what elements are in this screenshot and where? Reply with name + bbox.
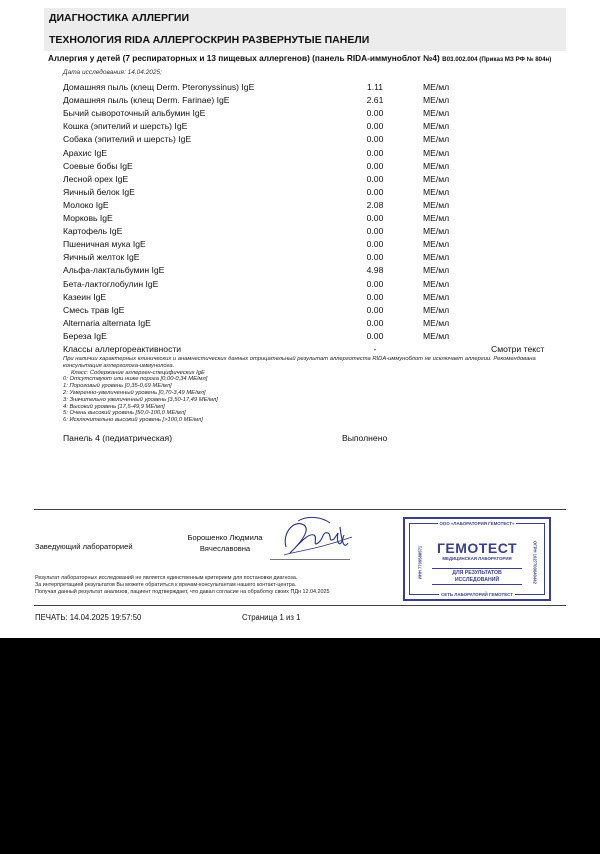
handwritten-signature	[278, 513, 358, 563]
result-unit: МЕ/мл	[423, 239, 450, 250]
classes-label: Классы аллергореактивности	[63, 344, 182, 354]
report-title: ДИАГНОСТИКА АЛЛЕРГИИ	[44, 8, 566, 29]
result-value: 0.00	[366, 186, 384, 197]
result-unit: МЕ/мл	[423, 173, 450, 184]
allergen-name: Лесной орех IgE	[63, 173, 129, 184]
class-list	[63, 376, 568, 424]
result-row	[63, 199, 563, 212]
result-value: 0.00	[366, 278, 384, 289]
class-item: 1: Пороговый уровень [0,35-0,69 МЕ/мл]	[63, 383, 172, 390]
allergen-name: Бета-лактоглобулин IgE	[63, 278, 159, 289]
result-value: 1.11	[366, 82, 384, 92]
allergen-name: Alternaria alternata IgE	[63, 317, 151, 328]
result-value: 0.00	[366, 147, 384, 158]
allergen-name: Казеин IgE	[63, 291, 107, 302]
result-value: 0.00	[366, 134, 384, 145]
allergen-name: Домашняя пыль (клещ Derm. Farinae) IgE	[63, 95, 230, 106]
allergen-name: Домашняя пыль (клещ Derm. Pteronyssinus) IgE	[63, 82, 255, 92]
test-date: Дата исследования: 14.04.2025;	[63, 69, 162, 76]
result-value: 0.00	[366, 239, 384, 250]
result-unit: МЕ/мл	[423, 278, 450, 289]
result-unit: МЕ/мл	[423, 252, 450, 263]
disclaimer	[35, 575, 395, 596]
note-main: При наличии характерных клинических и анамнестических данных отрицательный результат аллерготеста RIDA-иммуноблот не исключает аллергии. Рекомендована консультация аллерголога-иммунолога.	[63, 356, 536, 369]
interpretation-notes	[63, 356, 568, 424]
result-row	[63, 304, 563, 317]
result-row	[63, 225, 563, 238]
panel-status-value: Выполнено	[342, 433, 388, 443]
class-item: 0: Отсутствуют или ниже порога [0,00-0,34 МЕ/мл]	[63, 376, 208, 383]
result-unit: МЕ/мл	[423, 265, 450, 276]
allergen-name: Арахис IgE	[63, 147, 107, 158]
result-unit: МЕ/мл	[423, 226, 450, 237]
signatory-name-line1: Борошенко Людмила	[187, 533, 263, 542]
classes-value: -	[373, 344, 377, 354]
allergen-name: Кошка (эпителий и шерсть) IgE	[63, 121, 188, 132]
panel-status-row	[63, 433, 563, 445]
result-value: 0.00	[366, 226, 384, 237]
allergen-name: Яичный белок IgE	[63, 186, 135, 197]
class-item: 5: Очень высокий уровень [50,0-100,0 МЕ/мл]	[63, 410, 186, 417]
panel-code: В03.002.004 (Приказ МЗ РФ № 804н)	[442, 56, 552, 63]
stamp-inn: ИНН 7709588571	[417, 545, 423, 580]
note-class-header: Класс: Содержание аллерген-специфических IgE	[71, 369, 205, 376]
result-row	[63, 278, 563, 291]
result-unit: МЕ/мл	[423, 82, 450, 92]
allergen-name: Пшеничная мука IgE	[63, 239, 146, 250]
result-value: 4.98	[366, 265, 384, 276]
lab-stamp	[403, 517, 551, 601]
result-row	[63, 94, 563, 107]
result-row	[63, 133, 563, 146]
result-value: 0.00	[366, 121, 384, 132]
disclaimer-line: Получая данный результат анализов, пациент подтверждает, что давал согласие на обработку своих ПДн 12.04.2025	[35, 589, 330, 595]
result-row	[63, 81, 563, 94]
allergen-name: Собака (эпителий и шерсть) IgE	[63, 134, 192, 145]
result-value: 0.00	[366, 317, 384, 328]
result-row	[63, 173, 563, 186]
result-row	[63, 186, 563, 199]
result-row	[63, 264, 563, 277]
result-row	[63, 291, 563, 304]
result-value: 0.00	[366, 291, 384, 302]
result-row	[63, 160, 563, 173]
signature-line	[270, 559, 350, 560]
allergen-name: Картофель IgE	[63, 226, 123, 237]
result-unit: МЕ/мл	[423, 147, 450, 158]
allergen-name: Молоко IgE	[63, 199, 109, 210]
result-unit: МЕ/мл	[423, 134, 450, 145]
allergen-name: Бычий сывороточный альбумин IgE	[63, 108, 206, 119]
result-unit: МЕ/мл	[423, 121, 450, 132]
result-value: 2.08	[366, 199, 384, 210]
result-row	[63, 120, 563, 133]
stamp-result-line2: ИССЛЕДОВАНИЙ	[454, 576, 500, 583]
result-unit: МЕ/мл	[423, 317, 450, 328]
result-unit: МЕ/мл	[423, 213, 450, 223]
class-item: 6: Исключительно высокий уровень [>100,0 МЕ/мл]	[63, 417, 203, 424]
stamp-ogrn: ОГРН 1027700040442	[532, 541, 538, 584]
divider-top	[34, 509, 566, 510]
signatory-role: Заведующий лабораторией	[35, 542, 133, 551]
disclaimer-line: За интерпретацией результатов Вы можете обратиться к врачам-консультантам нашего контакт-центра.	[35, 582, 297, 588]
stamp-sub: МЕДИЦИНСКАЯ ЛАБОРАТОРИЯ	[442, 556, 512, 561]
result-row	[63, 107, 563, 120]
result-value: 0.00	[366, 330, 384, 341]
result-row	[63, 147, 563, 160]
signatory-name-line2: Вячеславовна	[199, 544, 251, 553]
stamp-brand: ГЕМОТЕСТ	[436, 540, 518, 556]
allergen-name: Яичный желток IgE	[63, 252, 140, 263]
result-row	[63, 317, 563, 330]
stamp-result-line1: ДЛЯ РЕЗУЛЬТАТОВ	[452, 570, 502, 576]
result-unit: МЕ/мл	[423, 186, 450, 197]
allergen-name: Альфа-лактальбумин IgE	[63, 265, 165, 276]
class-item: 4: Высокий уровень [17,5-49,9 МЕ/мл]	[63, 403, 165, 410]
panel-title	[48, 53, 568, 65]
stamp-top-text: ООО «ЛАБОРАТОРИЯ ГЕМОТЕСТ»	[439, 521, 515, 526]
stamp-bottom-text: СЕТЬ ЛАБОРАТОРИЙ ГЕМОТЕСТ	[441, 592, 513, 597]
signatory-name	[170, 532, 280, 554]
stamp-result	[432, 568, 522, 585]
result-row	[63, 251, 563, 264]
result-value: 0.00	[366, 304, 384, 315]
allergen-name: Морковь IgE	[63, 213, 113, 223]
allergen-name: Смесь трав IgE	[63, 304, 125, 315]
report-subtitle: ТЕХНОЛОГИЯ RIDA АЛЛЕРГОСКРИН РАЗВЕРНУТЫЕ ПАНЕЛИ	[44, 29, 566, 51]
result-row	[63, 330, 563, 343]
page-number: Страница 1 из 1	[242, 613, 301, 622]
result-unit: МЕ/мл	[423, 108, 450, 119]
result-unit: МЕ/мл	[423, 199, 450, 210]
result-unit: МЕ/мл	[423, 95, 450, 106]
result-value: 0.00	[366, 252, 384, 263]
result-unit: МЕ/мл	[423, 330, 450, 341]
class-item: 2: Умеренно-увеличенный уровень [0,70-3,49 МЕ/мл]	[63, 389, 206, 396]
classes-row	[63, 343, 563, 356]
panel-status-label: Панель 4 (педиатрическая)	[63, 433, 173, 443]
result-value: 0.00	[366, 160, 384, 171]
result-row	[63, 238, 563, 251]
result-value: 0.00	[366, 213, 384, 223]
panel-name: Аллергия у детей (7 респираторных и 13 пищевых аллергенов) (панель RIDA-иммуноблот №4)	[48, 53, 440, 63]
result-row	[63, 212, 563, 225]
result-unit: МЕ/мл	[423, 291, 450, 302]
class-item: 3: Значительно увеличенный уровень [3,50-17,49 МЕ/мл]	[63, 396, 218, 403]
allergen-name: Соевые бобы IgE	[63, 160, 133, 171]
result-value: 0.00	[366, 173, 384, 184]
classes-extra: Смотри текст	[491, 344, 545, 354]
disclaimer-line: Результат лабораторных исследований не является единственным критерием для постановки диагноза.	[35, 575, 298, 581]
result-unit: МЕ/мл	[423, 160, 450, 171]
result-value: 2.61	[366, 95, 384, 106]
result-value: 0.00	[366, 108, 384, 119]
allergen-name: Береза IgE	[63, 330, 107, 341]
divider-bottom	[34, 605, 566, 606]
result-unit: МЕ/мл	[423, 304, 450, 315]
print-timestamp: ПЕЧАТЬ: 14.04.2025 19:57:50	[35, 613, 142, 622]
stamp-inner-frame	[409, 523, 545, 595]
